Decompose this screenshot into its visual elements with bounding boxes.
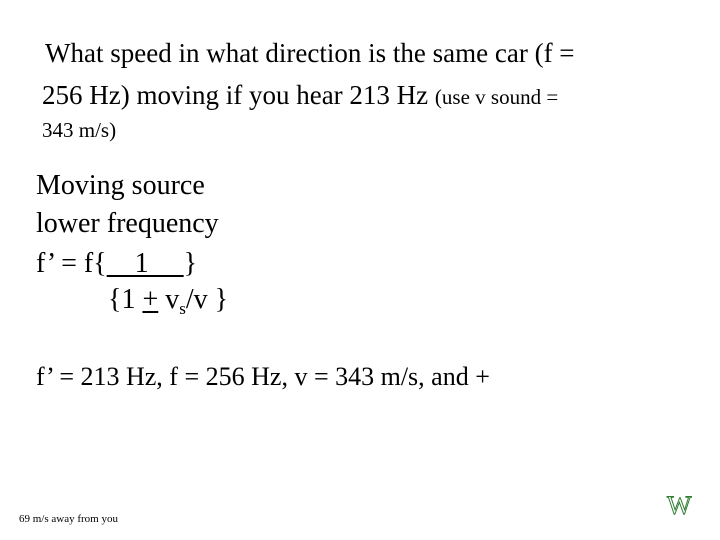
question-line-2-main: 256 Hz) moving if you hear 213 Hz	[42, 80, 435, 110]
question-line-1: What speed in what direction is the same car (f =	[45, 38, 575, 68]
source-subscript: s	[179, 299, 186, 318]
w-link-button[interactable]: W	[667, 491, 692, 520]
given-values: f’ = 213 Hz, f = 256 Hz, v = 343 m/s, and +	[36, 362, 490, 391]
denominator-open: {1	[108, 284, 143, 315]
doppler-formula-numerator-line	[36, 250, 197, 278]
question-note: (use v sound =	[434, 85, 559, 109]
question-line-2	[42, 82, 558, 109]
work-line-lower-frequency: lower frequency	[36, 208, 219, 239]
work-line-moving-source: Moving source	[36, 170, 205, 201]
plus-minus-sign: +	[142, 284, 159, 315]
doppler-formula-denominator-line	[108, 286, 228, 317]
answer-text: 69 m/s away from you	[19, 513, 118, 525]
formula-numerator: 1	[106, 248, 184, 279]
formula-lhs: f’ = f{	[36, 248, 107, 279]
denominator-rest: /v }	[185, 284, 229, 315]
formula-close-brace: }	[183, 248, 198, 279]
denominator-v: v	[158, 284, 180, 315]
question-line-3: 343 m/s)	[42, 118, 117, 142]
